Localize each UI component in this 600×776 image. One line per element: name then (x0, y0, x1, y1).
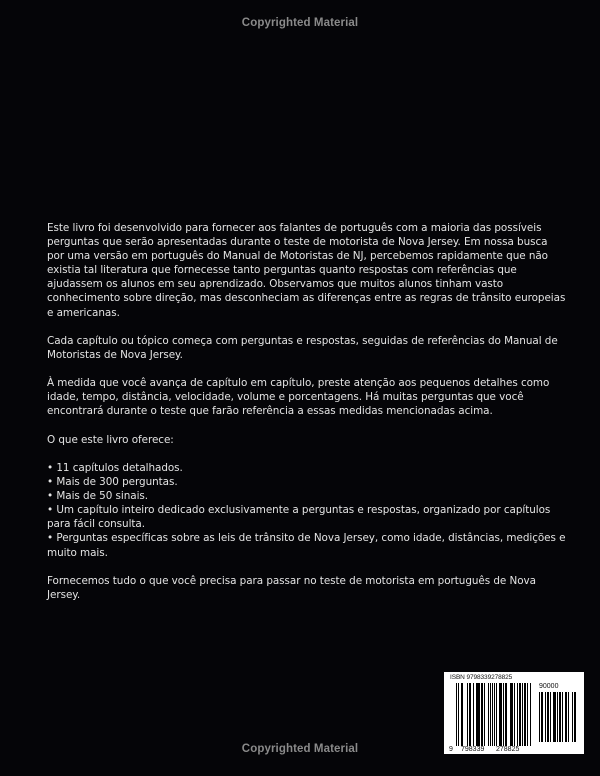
details-paragraph: À medida que você avança de capítulo em capítulo, preste atenção aos pequenos detalhes como idade, tempo, distância, velocidade, volume e porcentagens. Há muitas perguntas que você encontrará durante o teste que farão referência a essas medidas mencionadas acima. (47, 377, 550, 418)
feature-item: • Mais de 50 sinais. (47, 489, 567, 503)
barcode-digit-first: 9 (449, 746, 453, 753)
features-list (47, 461, 567, 560)
barcode-digits-right: 278825 (496, 746, 520, 753)
price-code-label: 90000 (539, 683, 559, 690)
intro-paragraph: Este livro foi desenvolvido para fornecer aos falantes de português com a maioria das possíveis perguntas que serão apresentadas durante o teste de motorista de Nova Jersey. Em nossa busca por uma versão em português do Manual de Motoristas de NJ, percebemos rapidamente que não existia tal literatura que fornecesse tanto perguntas quanto respostas com referências que ajudassem os alunos em seu aprendizado. Observamos que muitos alunos tinham vasto conhecimento sobre direção, mas desconheciam as diferenças entre as regras de trânsito europeias e americanas. (47, 222, 566, 319)
isbn-barcode (444, 672, 584, 754)
feature-item: • Mais de 300 perguntas. (47, 475, 567, 489)
copyright-watermark-bottom: Copyrighted Material (241, 743, 359, 755)
back-cover-description (47, 221, 567, 616)
feature-item: • Um capítulo inteiro dedicado exclusivamente a perguntas e respostas, organizado por capítulos para fácil consulta. (47, 503, 567, 531)
barcode-digits-left: 798339 (461, 746, 485, 753)
chapter-structure-paragraph: Cada capítulo ou tópico começa com perguntas e respostas, seguidas de referências do Manual de Motoristas de Nova Jersey. (47, 334, 558, 361)
feature-item: • 11 capítulos detalhados. (47, 461, 567, 475)
closing-paragraph: Fornecemos tudo o que você precisa para passar no teste de motorista em português de Nova Jersey. (47, 574, 536, 601)
offer-heading: O que este livro oferece: (47, 433, 174, 446)
isbn-label: ISBN 9798339278825 (450, 674, 513, 681)
barcode-bars-main (456, 683, 532, 746)
copyright-watermark-top: Copyrighted Material (241, 17, 359, 29)
feature-item: • Perguntas específicas sobre as leis de trânsito de Nova Jersey, como idade, distâncias, medições e muito mais. (47, 531, 567, 559)
barcode-bars-addon (539, 692, 577, 742)
